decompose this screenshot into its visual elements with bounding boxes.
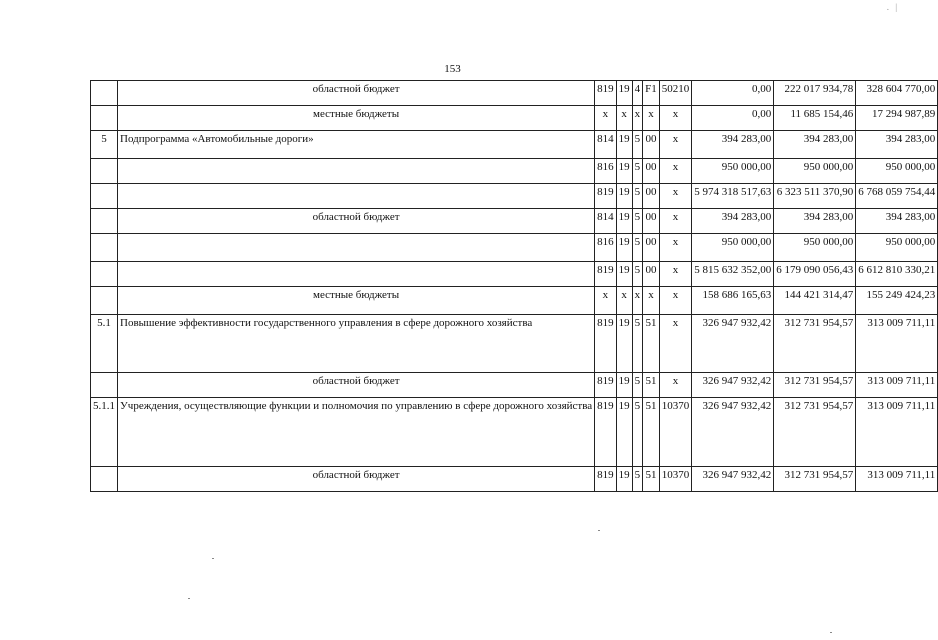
table-row <box>91 81 938 106</box>
grbs-code-cell: 819 <box>595 184 617 209</box>
amount-year1-cell: 326 947 932,42 <box>692 373 774 398</box>
om-code-cell: 00 <box>643 159 660 184</box>
row-name-cell <box>118 234 595 262</box>
om-code-cell: 00 <box>643 131 660 159</box>
scan-corner-mark: . | <box>886 2 899 12</box>
grbs-code-cell: 819 <box>595 315 617 373</box>
gp-code-cell: х <box>616 287 632 315</box>
direction-code-cell: х <box>659 131 692 159</box>
pp-code-cell: 5 <box>632 234 643 262</box>
row-number-cell: 5.1.1 <box>91 398 118 467</box>
direction-code-cell: х <box>659 209 692 234</box>
amount-year2-cell: 11 685 154,46 <box>774 106 856 131</box>
om-code-cell: х <box>643 287 660 315</box>
amount-year2-cell: 312 731 954,57 <box>774 467 856 492</box>
scan-speck <box>830 632 832 633</box>
amount-year3-cell: 313 009 711,11 <box>856 398 938 467</box>
gp-code-cell: 19 <box>616 398 632 467</box>
scan-speck <box>188 598 190 599</box>
om-code-cell: 00 <box>643 262 660 287</box>
amount-year3-cell: 950 000,00 <box>856 234 938 262</box>
pp-code-cell: 5 <box>632 184 643 209</box>
grbs-code-cell: 814 <box>595 209 617 234</box>
amount-year1-cell: 950 000,00 <box>692 159 774 184</box>
table-row <box>91 184 938 209</box>
gp-code-cell: 19 <box>616 159 632 184</box>
direction-code-cell: х <box>659 106 692 131</box>
table-row <box>91 398 938 467</box>
amount-year2-cell: 6 179 090 056,43 <box>774 262 856 287</box>
amount-year2-cell: 312 731 954,57 <box>774 315 856 373</box>
row-name-cell <box>118 184 595 209</box>
om-code-cell: F1 <box>643 81 660 106</box>
gp-code-cell: 19 <box>616 131 632 159</box>
amount-year1-cell: 0,00 <box>692 106 774 131</box>
gp-code-cell: 19 <box>616 184 632 209</box>
pp-code-cell: 4 <box>632 81 643 106</box>
grbs-code-cell: 814 <box>595 131 617 159</box>
table-row <box>91 106 938 131</box>
direction-code-cell: х <box>659 234 692 262</box>
gp-code-cell: 19 <box>616 234 632 262</box>
grbs-code-cell: 816 <box>595 234 617 262</box>
grbs-code-cell: 819 <box>595 81 617 106</box>
row-name-cell: областной бюджет <box>118 467 595 492</box>
amount-year2-cell: 394 283,00 <box>774 209 856 234</box>
grbs-code-cell: х <box>595 106 617 131</box>
gp-code-cell: 19 <box>616 315 632 373</box>
om-code-cell: 51 <box>643 315 660 373</box>
table-row <box>91 287 938 315</box>
row-name-cell: местные бюджеты <box>118 287 595 315</box>
direction-code-cell: х <box>659 315 692 373</box>
amount-year2-cell: 312 731 954,57 <box>774 373 856 398</box>
row-name-cell <box>118 159 595 184</box>
amount-year3-cell: 950 000,00 <box>856 159 938 184</box>
amount-year1-cell: 326 947 932,42 <box>692 315 774 373</box>
amount-year2-cell: 144 421 314,47 <box>774 287 856 315</box>
amount-year3-cell: 394 283,00 <box>856 131 938 159</box>
amount-year3-cell: 328 604 770,00 <box>856 81 938 106</box>
row-number-cell <box>91 287 118 315</box>
direction-code-cell: 50210 <box>659 81 692 106</box>
amount-year1-cell: 158 686 165,63 <box>692 287 774 315</box>
row-name-cell: Повышение эффективности государственного управления в сфере дорожного хозяйства <box>118 315 595 373</box>
table-row <box>91 315 938 373</box>
row-name-cell: областной бюджет <box>118 373 595 398</box>
pp-code-cell: х <box>632 106 643 131</box>
amount-year2-cell: 222 017 934,78 <box>774 81 856 106</box>
amount-year1-cell: 326 947 932,42 <box>692 467 774 492</box>
direction-code-cell: х <box>659 159 692 184</box>
budget-table <box>90 80 938 492</box>
row-name-cell <box>118 262 595 287</box>
row-number-cell <box>91 262 118 287</box>
row-name-cell: областной бюджет <box>118 209 595 234</box>
amount-year2-cell: 950 000,00 <box>774 159 856 184</box>
budget-table-body <box>91 81 938 492</box>
om-code-cell: 00 <box>643 184 660 209</box>
scan-speck <box>598 530 600 531</box>
om-code-cell: 00 <box>643 209 660 234</box>
direction-code-cell: 10370 <box>659 398 692 467</box>
table-row <box>91 262 938 287</box>
gp-code-cell: 19 <box>616 209 632 234</box>
amount-year3-cell: 313 009 711,11 <box>856 315 938 373</box>
row-number-cell: 5 <box>91 131 118 159</box>
amount-year2-cell: 6 323 511 370,90 <box>774 184 856 209</box>
pp-code-cell: 5 <box>632 398 643 467</box>
amount-year1-cell: 326 947 932,42 <box>692 398 774 467</box>
grbs-code-cell: 819 <box>595 398 617 467</box>
pp-code-cell: 5 <box>632 262 643 287</box>
amount-year3-cell: 394 283,00 <box>856 209 938 234</box>
direction-code-cell: х <box>659 373 692 398</box>
amount-year1-cell: 394 283,00 <box>692 131 774 159</box>
amount-year3-cell: 155 249 424,23 <box>856 287 938 315</box>
amount-year3-cell: 6 768 059 754,44 <box>856 184 938 209</box>
direction-code-cell: 10370 <box>659 467 692 492</box>
row-name-cell: Подпрограмма «Автомобильные дороги» <box>118 131 595 159</box>
table-row <box>91 373 938 398</box>
table-row <box>91 234 938 262</box>
table-row <box>91 159 938 184</box>
amount-year1-cell: 394 283,00 <box>692 209 774 234</box>
om-code-cell: 51 <box>643 398 660 467</box>
amount-year3-cell: 313 009 711,11 <box>856 467 938 492</box>
grbs-code-cell: 819 <box>595 467 617 492</box>
amount-year3-cell: 6 612 810 330,21 <box>856 262 938 287</box>
grbs-code-cell: х <box>595 287 617 315</box>
table-row <box>91 467 938 492</box>
gp-code-cell: х <box>616 106 632 131</box>
gp-code-cell: 19 <box>616 262 632 287</box>
row-number-cell <box>91 209 118 234</box>
amount-year1-cell: 5 974 318 517,63 <box>692 184 774 209</box>
pp-code-cell: 5 <box>632 373 643 398</box>
row-number-cell <box>91 184 118 209</box>
pp-code-cell: х <box>632 287 643 315</box>
gp-code-cell: 19 <box>616 81 632 106</box>
table-row <box>91 209 938 234</box>
table-row <box>91 131 938 159</box>
amount-year2-cell: 394 283,00 <box>774 131 856 159</box>
om-code-cell: х <box>643 106 660 131</box>
direction-code-cell: х <box>659 287 692 315</box>
pp-code-cell: 5 <box>632 315 643 373</box>
om-code-cell: 00 <box>643 234 660 262</box>
amount-year2-cell: 950 000,00 <box>774 234 856 262</box>
om-code-cell: 51 <box>643 467 660 492</box>
grbs-code-cell: 819 <box>595 373 617 398</box>
om-code-cell: 51 <box>643 373 660 398</box>
amount-year1-cell: 5 815 632 352,00 <box>692 262 774 287</box>
row-name-cell: Учреждения, осуществляющие функции и полномочия по управлению в сфере дорожного хозяйства <box>118 398 595 467</box>
row-number-cell: 5.1 <box>91 315 118 373</box>
direction-code-cell: х <box>659 184 692 209</box>
grbs-code-cell: 816 <box>595 159 617 184</box>
amount-year3-cell: 17 294 987,89 <box>856 106 938 131</box>
amount-year1-cell: 950 000,00 <box>692 234 774 262</box>
row-number-cell <box>91 159 118 184</box>
scan-speck <box>212 558 214 559</box>
row-number-cell <box>91 106 118 131</box>
pp-code-cell: 5 <box>632 159 643 184</box>
row-name-cell: областной бюджет <box>118 81 595 106</box>
row-number-cell <box>91 81 118 106</box>
row-number-cell <box>91 373 118 398</box>
row-number-cell <box>91 467 118 492</box>
row-number-cell <box>91 234 118 262</box>
amount-year2-cell: 312 731 954,57 <box>774 398 856 467</box>
grbs-code-cell: 819 <box>595 262 617 287</box>
pp-code-cell: 5 <box>632 209 643 234</box>
gp-code-cell: 19 <box>616 467 632 492</box>
pp-code-cell: 5 <box>632 131 643 159</box>
page-number: 153 <box>444 63 461 75</box>
direction-code-cell: х <box>659 262 692 287</box>
amount-year3-cell: 313 009 711,11 <box>856 373 938 398</box>
amount-year1-cell: 0,00 <box>692 81 774 106</box>
gp-code-cell: 19 <box>616 373 632 398</box>
pp-code-cell: 5 <box>632 467 643 492</box>
row-name-cell: местные бюджеты <box>118 106 595 131</box>
